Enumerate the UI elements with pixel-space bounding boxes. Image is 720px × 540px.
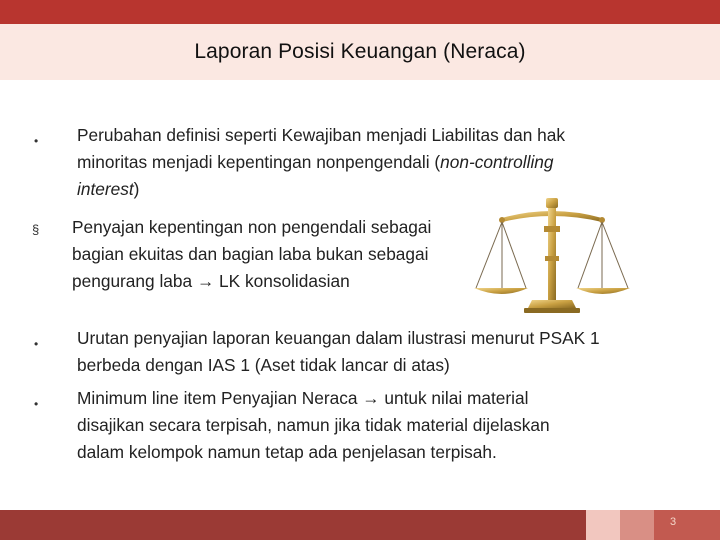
scale-right-pan — [576, 288, 630, 294]
bullet-marker: § — [32, 222, 40, 237]
bullet-text-line: dalam kelompok namun tetap ada penjelasan terpisah. — [77, 442, 497, 462]
bullet-text-line: bagian ekuitas dan bagian laba bukan sebagai — [72, 244, 429, 264]
bullet-text-line: Perubahan definisi seperti Kewajiban menjadi Liabilitas dan hak — [77, 125, 566, 145]
bullet-marker: • — [34, 337, 39, 351]
scale-left-pan — [474, 288, 528, 294]
top-accent-bar — [0, 0, 720, 24]
bullet-text-italic: non-controlling — [440, 152, 554, 172]
balance-scale-icon — [462, 196, 642, 316]
bullet-text-segment: pengurang laba — [72, 271, 193, 291]
bullet-text-segment: untuk nilai material — [379, 388, 529, 408]
bullet-text-line: Urutan penyajian laporan keuangan dalam ilustrasi menurut PSAK 1 — [77, 328, 600, 348]
bullet-text-line — [77, 176, 139, 203]
footer-segment-end — [654, 510, 720, 540]
bullet-text-line: disajikan secara terpisah, namun jika tidak material dijelaskan — [77, 415, 550, 435]
bullet-text-line: Penyajan kepentingan non pengendali sebagai — [72, 217, 432, 237]
scale-finial — [546, 198, 558, 208]
bullet-marker: • — [34, 134, 39, 148]
footer-segment-light — [586, 510, 620, 540]
bullet-text-segment: ) — [133, 179, 140, 199]
bullet-text-line — [77, 385, 528, 412]
scale-column — [548, 208, 556, 300]
arrow-right-icon: → — [362, 388, 380, 408]
bullet-text-segment: minoritas menjadi kepentingan nonpengendali ( — [77, 152, 441, 172]
footer-segment-main — [0, 510, 586, 540]
arrow-right-icon: → — [196, 271, 215, 291]
bullet-marker: • — [34, 397, 39, 411]
bullet-text-line: berbeda dengan IAS 1 (Aset tidak lancar di atas) — [77, 355, 450, 375]
bullet-text-segment: Minimum line item Penyajian Neraca — [77, 388, 358, 408]
bullet-text-segment: LK konsolidasian — [214, 271, 350, 291]
bullet-text-line — [77, 149, 554, 176]
page-number: 3 — [669, 516, 677, 528]
title-band — [0, 24, 720, 80]
bullet-text-line — [72, 268, 350, 295]
slide-title: Laporan Posisi Keuangan (Neraca) — [194, 40, 526, 63]
footer-segment-mid — [620, 510, 654, 540]
footer-bar — [0, 510, 720, 540]
scale-base — [528, 300, 576, 308]
bullet-text-italic: interest — [77, 179, 134, 199]
